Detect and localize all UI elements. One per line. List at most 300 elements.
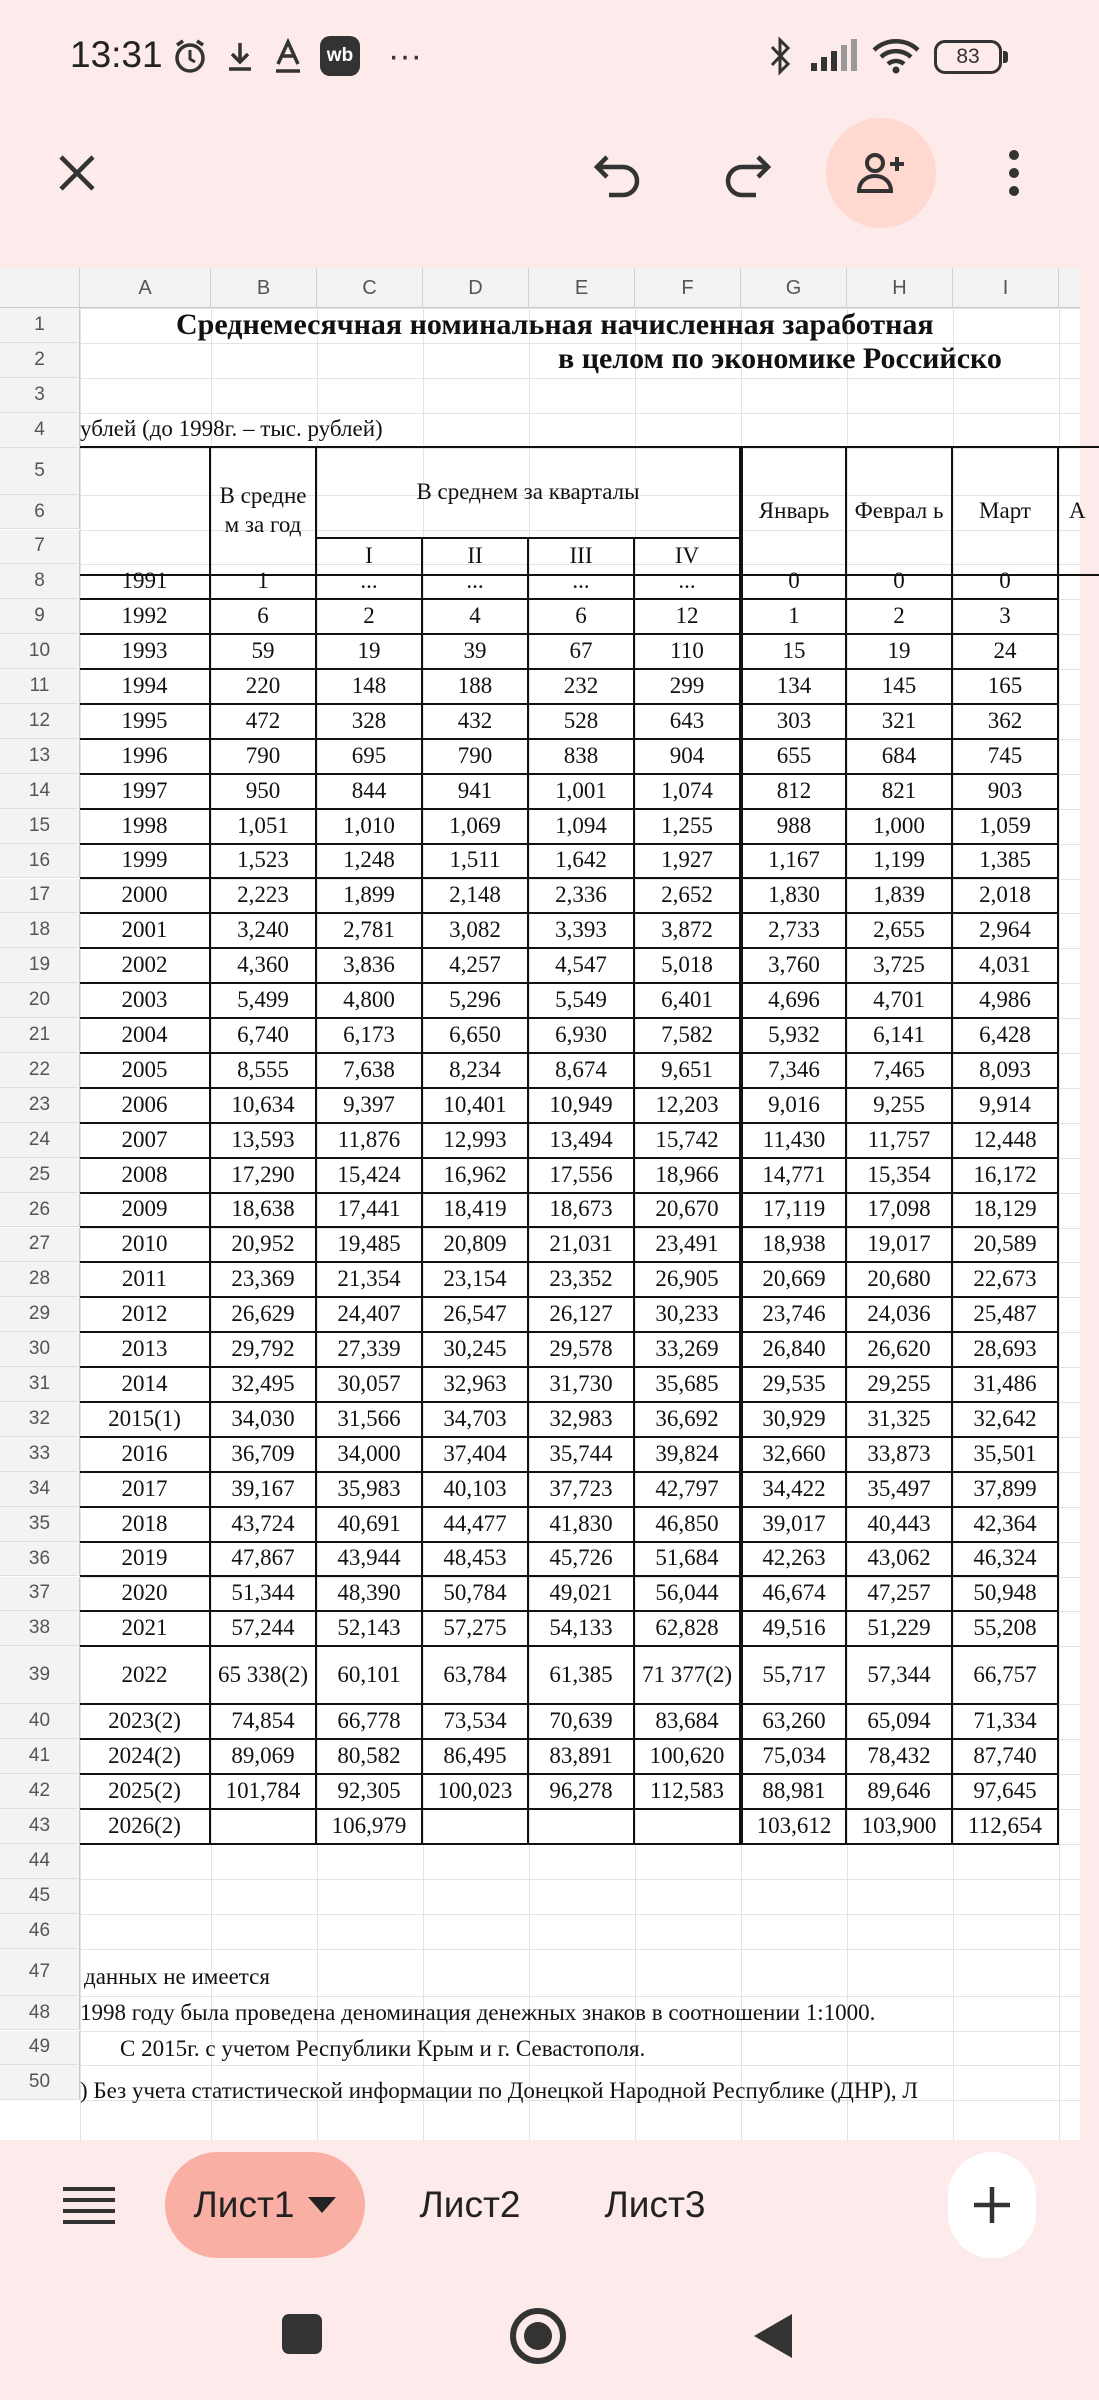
year-cell[interactable]: 1995 <box>80 704 211 740</box>
row-header-8[interactable]: 8 <box>0 564 80 599</box>
value-cell[interactable]: 63,260 <box>741 1704 847 1740</box>
year-cell[interactable]: 2005 <box>80 1053 211 1089</box>
value-cell[interactable]: 61,385 <box>529 1646 635 1705</box>
value-cell[interactable]: 4,701 <box>847 983 953 1019</box>
value-cell[interactable]: 22,673 <box>953 1262 1059 1298</box>
value-cell[interactable]: 643 <box>635 704 741 740</box>
value-cell[interactable]: 9,016 <box>741 1088 847 1124</box>
value-cell[interactable]: 1,010 <box>317 809 423 845</box>
value-cell[interactable]: 30,245 <box>423 1332 529 1368</box>
value-cell[interactable]: 83,891 <box>529 1739 635 1775</box>
value-cell[interactable]: 100,620 <box>635 1739 741 1775</box>
value-cell[interactable]: 74,854 <box>211 1704 317 1740</box>
value-cell[interactable]: 52,143 <box>317 1611 423 1647</box>
column-header-h[interactable]: H <box>847 268 953 308</box>
row-header-11[interactable]: 11 <box>0 669 80 704</box>
value-cell[interactable]: 23,491 <box>635 1228 741 1264</box>
value-cell[interactable]: 26,840 <box>741 1332 847 1368</box>
row-header-37[interactable]: 37 <box>0 1577 80 1612</box>
value-cell[interactable]: 63,784 <box>423 1646 529 1705</box>
value-cell[interactable]: 24 <box>953 634 1059 670</box>
value-cell[interactable]: 2,336 <box>529 879 635 915</box>
value-cell[interactable]: 59 <box>211 634 317 670</box>
value-cell[interactable]: 1,199 <box>847 844 953 880</box>
value-cell[interactable]: 66,778 <box>317 1704 423 1740</box>
value-cell[interactable]: 41,830 <box>529 1507 635 1543</box>
row-header-42[interactable]: 42 <box>0 1774 80 1809</box>
value-cell[interactable]: 821 <box>847 774 953 810</box>
value-cell[interactable]: 3,725 <box>847 948 953 984</box>
value-cell[interactable]: 55,717 <box>741 1646 847 1705</box>
value-cell[interactable]: 75,034 <box>741 1739 847 1775</box>
row-header-29[interactable]: 29 <box>0 1297 80 1332</box>
value-cell[interactable]: 86,495 <box>423 1739 529 1775</box>
value-cell[interactable]: 4,257 <box>423 948 529 984</box>
value-cell[interactable]: 55,208 <box>953 1611 1059 1647</box>
value-cell[interactable]: 1,074 <box>635 774 741 810</box>
value-cell[interactable]: 42,263 <box>741 1542 847 1578</box>
value-cell[interactable]: 50,948 <box>953 1577 1059 1613</box>
value-cell[interactable]: 44,477 <box>423 1507 529 1543</box>
value-cell[interactable]: 3,836 <box>317 948 423 984</box>
value-cell[interactable]: 362 <box>953 704 1059 740</box>
row-header-43[interactable]: 43 <box>0 1809 80 1844</box>
row-header-41[interactable]: 41 <box>0 1739 80 1774</box>
value-cell[interactable]: 24,407 <box>317 1297 423 1333</box>
row-header-46[interactable]: 46 <box>0 1914 80 1949</box>
row-header-39[interactable]: 39 <box>0 1646 80 1704</box>
value-cell[interactable]: 812 <box>741 774 847 810</box>
value-cell[interactable]: 941 <box>423 774 529 810</box>
value-cell[interactable]: 1,069 <box>423 809 529 845</box>
row-header-6[interactable]: 6 <box>0 495 80 530</box>
row-header-18[interactable]: 18 <box>0 913 80 948</box>
value-cell[interactable]: 26,620 <box>847 1332 953 1368</box>
value-cell[interactable]: 8,674 <box>529 1053 635 1089</box>
value-cell[interactable]: 37,404 <box>423 1437 529 1473</box>
value-cell[interactable]: 30,233 <box>635 1297 741 1333</box>
cell-area[interactable] <box>80 308 1086 2140</box>
value-cell[interactable]: 1,001 <box>529 774 635 810</box>
back-triangle-icon[interactable] <box>752 2312 794 2360</box>
value-cell[interactable]: 1,385 <box>953 844 1059 880</box>
row-header-13[interactable]: 13 <box>0 739 80 774</box>
value-cell[interactable] <box>529 1809 635 1845</box>
value-cell[interactable]: ... <box>529 564 635 600</box>
tab-sheet2[interactable]: Лист2 <box>419 2184 521 2225</box>
value-cell[interactable]: 37,723 <box>529 1472 635 1508</box>
year-cell[interactable]: 2020 <box>80 1577 211 1613</box>
value-cell[interactable]: 35,744 <box>529 1437 635 1473</box>
value-cell[interactable]: 1,051 <box>211 809 317 845</box>
value-cell[interactable]: 11,430 <box>741 1123 847 1159</box>
row-header-50[interactable]: 50 <box>0 2065 80 2100</box>
value-cell[interactable]: 950 <box>211 774 317 810</box>
value-cell[interactable]: 101,784 <box>211 1774 317 1810</box>
value-cell[interactable]: 40,103 <box>423 1472 529 1508</box>
all-sheets-button[interactable] <box>34 2152 144 2258</box>
value-cell[interactable]: 6,740 <box>211 1018 317 1054</box>
value-cell[interactable]: 904 <box>635 739 741 775</box>
value-cell[interactable]: 32,495 <box>211 1367 317 1403</box>
value-cell[interactable]: 51,229 <box>847 1611 953 1647</box>
value-cell[interactable]: 65,094 <box>847 1704 953 1740</box>
value-cell[interactable]: 6,173 <box>317 1018 423 1054</box>
value-cell[interactable]: 15,354 <box>847 1158 953 1194</box>
row-header-1[interactable]: 1 <box>0 308 80 343</box>
row-header-33[interactable]: 33 <box>0 1437 80 1472</box>
value-cell[interactable]: 42,364 <box>953 1507 1059 1543</box>
value-cell[interactable]: 18,673 <box>529 1193 635 1229</box>
column-header-d[interactable]: D <box>423 268 529 308</box>
row-header-5[interactable]: 5 <box>0 448 80 495</box>
row-header-22[interactable]: 22 <box>0 1053 80 1088</box>
value-cell[interactable]: 19 <box>847 634 953 670</box>
value-cell[interactable]: 988 <box>741 809 847 845</box>
value-cell[interactable]: 29,255 <box>847 1367 953 1403</box>
value-cell[interactable]: 0 <box>847 564 953 600</box>
redo-button[interactable] <box>692 118 802 228</box>
tab-sheet1[interactable] <box>165 2152 365 2258</box>
value-cell[interactable]: 46,850 <box>635 1507 741 1543</box>
year-cell[interactable]: 2002 <box>80 948 211 984</box>
value-cell[interactable]: 5,018 <box>635 948 741 984</box>
value-cell[interactable]: 12 <box>635 599 741 635</box>
value-cell[interactable]: 47,867 <box>211 1542 317 1578</box>
value-cell[interactable]: 3 <box>953 599 1059 635</box>
value-cell[interactable]: 12,448 <box>953 1123 1059 1159</box>
value-cell[interactable]: 51,344 <box>211 1577 317 1613</box>
value-cell[interactable]: 6,650 <box>423 1018 529 1054</box>
value-cell[interactable]: 46,674 <box>741 1577 847 1613</box>
row-header-31[interactable]: 31 <box>0 1367 80 1402</box>
value-cell[interactable]: 66,757 <box>953 1646 1059 1705</box>
value-cell[interactable]: 34,030 <box>211 1402 317 1438</box>
value-cell[interactable]: 2,223 <box>211 879 317 915</box>
year-cell[interactable]: 2011 <box>80 1262 211 1298</box>
value-cell[interactable]: 70,639 <box>529 1704 635 1740</box>
value-cell[interactable]: 299 <box>635 669 741 705</box>
value-cell[interactable]: 17,098 <box>847 1193 953 1229</box>
value-cell[interactable]: 2,148 <box>423 879 529 915</box>
value-cell[interactable]: 17,119 <box>741 1193 847 1229</box>
value-cell[interactable]: 20,680 <box>847 1262 953 1298</box>
value-cell[interactable] <box>635 1809 741 1845</box>
year-cell[interactable]: 2012 <box>80 1297 211 1333</box>
value-cell[interactable]: 5,549 <box>529 983 635 1019</box>
value-cell[interactable]: 21,354 <box>317 1262 423 1298</box>
value-cell[interactable]: 2,733 <box>741 913 847 949</box>
value-cell[interactable]: 695 <box>317 739 423 775</box>
value-cell[interactable]: 34,000 <box>317 1437 423 1473</box>
year-cell[interactable]: 2004 <box>80 1018 211 1054</box>
row-header-44[interactable]: 44 <box>0 1844 80 1879</box>
year-cell[interactable]: 1994 <box>80 669 211 705</box>
value-cell[interactable]: 23,352 <box>529 1262 635 1298</box>
value-cell[interactable]: 321 <box>847 704 953 740</box>
value-cell[interactable]: 6,930 <box>529 1018 635 1054</box>
value-cell[interactable]: 21,031 <box>529 1228 635 1264</box>
year-cell[interactable]: 1998 <box>80 809 211 845</box>
value-cell[interactable]: 134 <box>741 669 847 705</box>
value-cell[interactable]: 32,963 <box>423 1367 529 1403</box>
value-cell[interactable]: 7,346 <box>741 1053 847 1089</box>
value-cell[interactable]: 17,556 <box>529 1158 635 1194</box>
value-cell[interactable]: 29,535 <box>741 1367 847 1403</box>
value-cell[interactable]: 46,324 <box>953 1542 1059 1578</box>
value-cell[interactable]: 19,017 <box>847 1228 953 1264</box>
value-cell[interactable]: 32,642 <box>953 1402 1059 1438</box>
value-cell[interactable]: 65 338(2) <box>211 1646 317 1705</box>
value-cell[interactable]: 96,278 <box>529 1774 635 1810</box>
value-cell[interactable]: 87,740 <box>953 1739 1059 1775</box>
value-cell[interactable]: 92,305 <box>317 1774 423 1810</box>
value-cell[interactable]: 23,154 <box>423 1262 529 1298</box>
value-cell[interactable]: 89,069 <box>211 1739 317 1775</box>
value-cell[interactable]: 47,257 <box>847 1577 953 1613</box>
value-cell[interactable]: 24,036 <box>847 1297 953 1333</box>
column-header-i[interactable]: I <box>953 268 1059 308</box>
value-cell[interactable]: 26,629 <box>211 1297 317 1333</box>
value-cell[interactable]: 17,290 <box>211 1158 317 1194</box>
value-cell[interactable]: 8,093 <box>953 1053 1059 1089</box>
value-cell[interactable]: 20,809 <box>423 1228 529 1264</box>
value-cell[interactable]: 103,900 <box>847 1809 953 1845</box>
value-cell[interactable]: 35,983 <box>317 1472 423 1508</box>
value-cell[interactable]: 9,397 <box>317 1088 423 1124</box>
value-cell[interactable]: 26,905 <box>635 1262 741 1298</box>
value-cell[interactable]: 3,240 <box>211 913 317 949</box>
value-cell[interactable]: 54,133 <box>529 1611 635 1647</box>
value-cell[interactable]: 20,952 <box>211 1228 317 1264</box>
row-header-12[interactable]: 12 <box>0 704 80 739</box>
value-cell[interactable]: 0 <box>741 564 847 600</box>
year-cell[interactable]: 2009 <box>80 1193 211 1229</box>
value-cell[interactable]: 2 <box>847 599 953 635</box>
value-cell[interactable]: 112,583 <box>635 1774 741 1810</box>
row-header-16[interactable]: 16 <box>0 844 80 879</box>
value-cell[interactable]: 903 <box>953 774 1059 810</box>
row-header-34[interactable]: 34 <box>0 1472 80 1507</box>
year-cell[interactable]: 2022 <box>80 1646 211 1705</box>
column-header-b[interactable]: B <box>211 268 317 308</box>
value-cell[interactable]: 30,057 <box>317 1367 423 1403</box>
value-cell[interactable]: 89,646 <box>847 1774 953 1810</box>
recents-square-icon[interactable] <box>282 2314 322 2354</box>
value-cell[interactable]: 40,691 <box>317 1507 423 1543</box>
value-cell[interactable]: 103,612 <box>741 1809 847 1845</box>
value-cell[interactable]: 303 <box>741 704 847 740</box>
value-cell[interactable]: 60,101 <box>317 1646 423 1705</box>
value-cell[interactable]: 39 <box>423 634 529 670</box>
year-cell[interactable]: 2010 <box>80 1228 211 1264</box>
row-header-48[interactable]: 48 <box>0 1996 80 2031</box>
value-cell[interactable]: 1,059 <box>953 809 1059 845</box>
value-cell[interactable]: 148 <box>317 669 423 705</box>
value-cell[interactable]: 10,401 <box>423 1088 529 1124</box>
row-header-32[interactable]: 32 <box>0 1402 80 1437</box>
value-cell[interactable]: 10,634 <box>211 1088 317 1124</box>
value-cell[interactable]: 20,670 <box>635 1193 741 1229</box>
value-cell[interactable]: 71,334 <box>953 1704 1059 1740</box>
value-cell[interactable]: 18,419 <box>423 1193 529 1229</box>
value-cell[interactable]: 14,771 <box>741 1158 847 1194</box>
value-cell[interactable]: 50,784 <box>423 1577 529 1613</box>
value-cell[interactable]: 110 <box>635 634 741 670</box>
value-cell[interactable]: 88,981 <box>741 1774 847 1810</box>
value-cell[interactable]: 32,983 <box>529 1402 635 1438</box>
year-cell[interactable]: 2018 <box>80 1507 211 1543</box>
value-cell[interactable]: 56,044 <box>635 1577 741 1613</box>
value-cell[interactable]: 83,684 <box>635 1704 741 1740</box>
value-cell[interactable]: 3,393 <box>529 913 635 949</box>
column-header-c[interactable]: C <box>317 268 423 308</box>
value-cell[interactable]: 19 <box>317 634 423 670</box>
value-cell[interactable]: 29,578 <box>529 1332 635 1368</box>
more-options-button[interactable] <box>959 118 1069 228</box>
value-cell[interactable]: 40,443 <box>847 1507 953 1543</box>
value-cell[interactable]: 2,655 <box>847 913 953 949</box>
year-cell[interactable]: 1991 <box>80 564 211 600</box>
year-cell[interactable]: 2026(2) <box>80 1809 211 1845</box>
row-header-49[interactable]: 49 <box>0 2031 80 2066</box>
value-cell[interactable]: 16,962 <box>423 1158 529 1194</box>
year-cell[interactable]: 2023(2) <box>80 1704 211 1740</box>
value-cell[interactable]: 29,792 <box>211 1332 317 1368</box>
value-cell[interactable]: 18,938 <box>741 1228 847 1264</box>
value-cell[interactable]: 10,949 <box>529 1088 635 1124</box>
value-cell[interactable]: ... <box>423 564 529 600</box>
row-header-15[interactable]: 15 <box>0 809 80 844</box>
value-cell[interactable]: 45,726 <box>529 1542 635 1578</box>
value-cell[interactable]: 112,654 <box>953 1809 1059 1845</box>
row-header-28[interactable]: 28 <box>0 1262 80 1297</box>
value-cell[interactable]: 20,589 <box>953 1228 1059 1264</box>
value-cell[interactable]: 71 377(2) <box>635 1646 741 1705</box>
value-cell[interactable]: 4,696 <box>741 983 847 1019</box>
value-cell[interactable]: 684 <box>847 739 953 775</box>
value-cell[interactable]: 7,465 <box>847 1053 953 1089</box>
value-cell[interactable]: 48,390 <box>317 1577 423 1613</box>
row-header-19[interactable]: 19 <box>0 948 80 983</box>
value-cell[interactable] <box>423 1809 529 1845</box>
value-cell[interactable]: 49,021 <box>529 1577 635 1613</box>
value-cell[interactable]: 6 <box>211 599 317 635</box>
value-cell[interactable]: 8,234 <box>423 1053 529 1089</box>
value-cell[interactable]: 9,914 <box>953 1088 1059 1124</box>
value-cell[interactable]: 43,062 <box>847 1542 953 1578</box>
row-header-9[interactable]: 9 <box>0 599 80 634</box>
value-cell[interactable]: 31,486 <box>953 1367 1059 1403</box>
value-cell[interactable]: 6,141 <box>847 1018 953 1054</box>
year-cell[interactable]: 1996 <box>80 739 211 775</box>
value-cell[interactable]: 67 <box>529 634 635 670</box>
year-cell[interactable]: 2015(1) <box>80 1402 211 1438</box>
value-cell[interactable]: 31,566 <box>317 1402 423 1438</box>
value-cell[interactable]: 1,248 <box>317 844 423 880</box>
value-cell[interactable]: 35,501 <box>953 1437 1059 1473</box>
year-cell[interactable]: 1993 <box>80 634 211 670</box>
value-cell[interactable]: 57,275 <box>423 1611 529 1647</box>
value-cell[interactable]: 4,986 <box>953 983 1059 1019</box>
value-cell[interactable]: 7,582 <box>635 1018 741 1054</box>
value-cell[interactable]: 18,638 <box>211 1193 317 1229</box>
row-header-2[interactable]: 2 <box>0 343 80 378</box>
share-add-person-button[interactable] <box>826 118 936 228</box>
row-header-14[interactable]: 14 <box>0 774 80 809</box>
value-cell[interactable]: 4,547 <box>529 948 635 984</box>
value-cell[interactable]: 472 <box>211 704 317 740</box>
year-cell[interactable]: 2007 <box>80 1123 211 1159</box>
value-cell[interactable]: 1,830 <box>741 879 847 915</box>
year-cell[interactable]: 2024(2) <box>80 1739 211 1775</box>
value-cell[interactable]: 838 <box>529 739 635 775</box>
row-header-3[interactable]: 3 <box>0 378 80 413</box>
year-cell[interactable]: 2017 <box>80 1472 211 1508</box>
value-cell[interactable]: 13,494 <box>529 1123 635 1159</box>
value-cell[interactable]: 6 <box>529 599 635 635</box>
value-cell[interactable]: 220 <box>211 669 317 705</box>
row-header-47[interactable]: 47 <box>0 1949 80 1996</box>
value-cell[interactable]: 49,516 <box>741 1611 847 1647</box>
value-cell[interactable]: 13,593 <box>211 1123 317 1159</box>
row-header-20[interactable]: 20 <box>0 983 80 1018</box>
value-cell[interactable]: 35,497 <box>847 1472 953 1508</box>
year-cell[interactable]: 1992 <box>80 599 211 635</box>
home-circle-icon[interactable] <box>510 2308 566 2364</box>
value-cell[interactable]: 32,660 <box>741 1437 847 1473</box>
value-cell[interactable]: 12,203 <box>635 1088 741 1124</box>
value-cell[interactable]: 1,927 <box>635 844 741 880</box>
value-cell[interactable]: 6,401 <box>635 983 741 1019</box>
row-header-40[interactable]: 40 <box>0 1704 80 1739</box>
value-cell[interactable]: 15,424 <box>317 1158 423 1194</box>
value-cell[interactable]: 18,129 <box>953 1193 1059 1229</box>
value-cell[interactable]: 15,742 <box>635 1123 741 1159</box>
value-cell[interactable]: 9,651 <box>635 1053 741 1089</box>
year-cell[interactable]: 2014 <box>80 1367 211 1403</box>
select-all-corner[interactable] <box>0 268 80 308</box>
row-header-17[interactable]: 17 <box>0 879 80 914</box>
value-cell[interactable]: ... <box>317 564 423 600</box>
value-cell[interactable]: 73,534 <box>423 1704 529 1740</box>
value-cell[interactable]: 0 <box>953 564 1059 600</box>
value-cell[interactable]: 23,746 <box>741 1297 847 1333</box>
value-cell[interactable]: 4,800 <box>317 983 423 1019</box>
value-cell[interactable]: 31,325 <box>847 1402 953 1438</box>
value-cell[interactable]: 1,511 <box>423 844 529 880</box>
row-header-38[interactable]: 38 <box>0 1611 80 1646</box>
value-cell[interactable]: 4,031 <box>953 948 1059 984</box>
value-cell[interactable]: 20,669 <box>741 1262 847 1298</box>
row-header-27[interactable]: 27 <box>0 1228 80 1263</box>
value-cell[interactable]: 43,944 <box>317 1542 423 1578</box>
year-cell[interactable]: 2016 <box>80 1437 211 1473</box>
value-cell[interactable]: 80,582 <box>317 1739 423 1775</box>
value-cell[interactable]: 165 <box>953 669 1059 705</box>
row-header-25[interactable]: 25 <box>0 1158 80 1193</box>
value-cell[interactable]: 9,255 <box>847 1088 953 1124</box>
tab-sheet3[interactable]: Лист3 <box>604 2184 706 2225</box>
value-cell[interactable]: 36,692 <box>635 1402 741 1438</box>
column-header-f[interactable]: F <box>635 268 741 308</box>
value-cell[interactable]: 328 <box>317 704 423 740</box>
value-cell[interactable]: 48,453 <box>423 1542 529 1578</box>
value-cell[interactable]: 42,797 <box>635 1472 741 1508</box>
year-cell[interactable]: 2013 <box>80 1332 211 1368</box>
value-cell[interactable]: 106,979 <box>317 1809 423 1845</box>
value-cell[interactable]: 36,709 <box>211 1437 317 1473</box>
